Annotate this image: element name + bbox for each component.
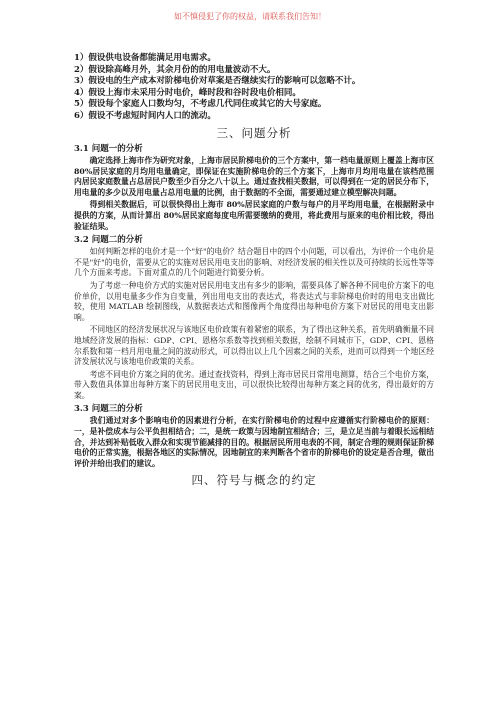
section-title-symbols: 四、符号与概念的约定 (191, 473, 317, 488)
copyright-notice: 如不慎侵犯了你的权益，请联系我们告知！ (174, 12, 326, 21)
assumption-item: 3）假设电的生产成本对阶梯电价对草案是否继续实行的影响可以忽略不计。 (74, 76, 361, 86)
paragraph: 我们通过对多个影响电价的因素进行分析，在实行阶梯电价的过程中应遵循实行阶梯电价的原则：一，是补偿成本与公平负担相结合；二，是统一政策与因地制宜相结合；三，是立足当前与着眼长远相结合，并达到补贴低收入群众和实现节能减排的目的。根据居民所用电表的不同，制定合理的规则保证阶梯电价的正常实施，根据各地区的实际情况，因地制宜的来判断各个省市的阶梯电价的设定是否合理，做出评价并给出我们的建议。 (74, 416, 434, 468)
paragraph: 考虑不同电价方案之间的优劣。通过查找资料，得到上海市居民日常用电测算，结合三个电价方案，带入数值具体算出每种方案下的居民用电支出，可以很快比较得出每种方案之间的优劣，得出最好的方案。 (74, 369, 434, 400)
assumption-item: 1）假设供电设备都能满足用电需求。 (74, 53, 216, 63)
assumptions-list (74, 53, 434, 122)
subsection-heading-q1: 3.1 问题一的分析 (74, 144, 143, 154)
subsection-heading-q3: 3.3 问题三的分析 (74, 404, 143, 415)
assumption-item: 2）假设除高峰月外，其余月份的的用电量波动不大。 (74, 64, 276, 75)
subsection-heading-q2: 3.2 问题二的分析 (74, 235, 143, 246)
assumption-item: 6）假设不考虑短时间内人口的流动。 (74, 110, 216, 121)
paragraph: 确定选择上海市作为研究对象，上海市居民阶梯电价的三个方案中，第一档电量原则上覆盖上海市区 80%居民家庭的月均用电量确定，即保证在实施阶梯电价的三个方案下，上海市月均用电量在该档范围内居民家庭数量占总居民户数至少百分之八十以上。通过查找相关数据，可以得到在一定的居民分布下，用电量的多少以及用电量占总用电量的比例，由于数据的不全面，需要通过建立模型解决问题。 (74, 156, 434, 197)
paragraph: 得到相关数据后，可以很快得出上海市 80%居民家庭的户数与每户的月平均用电量，在根据附录中提供的方案，从而计算出 80%居民家庭每度电所需要缴纳的费用，将此费用与原来的电价相比较，得出验证结果。 (74, 200, 434, 231)
section-title-problem-analysis: 三、问题分析 (216, 126, 292, 140)
paragraph: 如何判断怎样的电价才是一个"好"的电价？结合题目中的四个小问题，可以看出，为评价一个电价是不是"好"的电价，需要从它的实施对居民用电支出的影响、对经济发展的相关性以及可持续的长远性等等几个方面来考虑。下面对重点的几个问题进行简要分析。 (74, 247, 434, 278)
main-content (74, 53, 434, 491)
assumption-item: 4）假设上海市未采用分时电价，峰时段和谷时段电价相同。 (74, 87, 301, 98)
assumption-item: 5）假设每个家庭人口数均匀，不考虑几代同住或其它的大号家庭。 (74, 99, 327, 109)
paragraph: 不同地区的经济发展状况与该地区电价政策有着紧密的联系，为了得出这种关系，首先明确衡量不同地域经济发展的指标：GDP、CPI、恩格尔系数等找到相关数据，绘制不同城市下，GDP、CPI、恩格尔系数和第一档月用电量之间的波动形式，可以得出以上几个因素之间的关系，进而可以得到一个地区经济发展状况与该地电价政策的关系。 (74, 325, 434, 367)
paragraph: 为了考虑一种电价方式的实施对居民用电支出有多少的影响，需要具体了解各种不同电价方案下的电价单价，以用电量多少作为自变量，列出用电支出的表达式，将表达式与非阶梯电价时的用电支出做比较，使用 MATLAB 绘制图线，从数据表达式和图像两个角度得出每种电价方案下对居民的用电支出影响。 (74, 280, 434, 322)
